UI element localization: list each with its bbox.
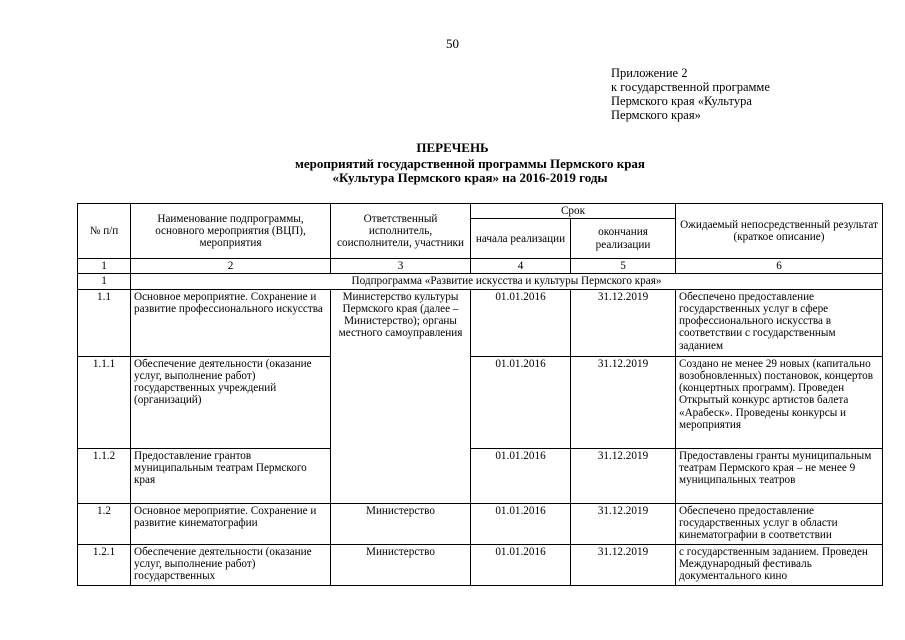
row-result: Обеспечено предоставление государственных услуг в сфере профессионального искусства в соответствии с государственным заданием bbox=[676, 289, 883, 356]
subprogram-num: 1 bbox=[78, 274, 131, 289]
row-executor: Министерство bbox=[331, 503, 471, 544]
table-row bbox=[78, 503, 883, 544]
column-number: 4 bbox=[471, 259, 571, 274]
document-subtitle bbox=[150, 157, 790, 185]
page-number: 50 bbox=[446, 36, 459, 51]
row-name: Основное мероприятие. Сохранение и развитие кинематографии bbox=[131, 503, 331, 544]
column-number: 2 bbox=[131, 259, 331, 274]
appendix-line: Пермского края «Культура bbox=[611, 94, 752, 108]
row-end: 31.12.2019 bbox=[571, 544, 676, 585]
row-end: 31.12.2019 bbox=[571, 289, 676, 356]
column-number: 6 bbox=[676, 259, 883, 274]
row-start: 01.01.2016 bbox=[471, 356, 571, 448]
header-num: № п/п bbox=[78, 204, 131, 259]
row-end: 31.12.2019 bbox=[571, 503, 676, 544]
header-name: Наименование подпрограммы, основного мероприятия (ВЦП), мероприятия bbox=[131, 204, 331, 259]
row-name: Обеспечение деятельности (оказание услуг, выполнение работ) государственных bbox=[131, 544, 331, 585]
row-name: Обеспечение деятельности (оказание услуг, выполнение работ) государственных учреждений (организаций) bbox=[131, 356, 331, 448]
column-number: 5 bbox=[571, 259, 676, 274]
subprogram-row bbox=[78, 274, 883, 289]
activities-table bbox=[77, 203, 883, 586]
subprogram-title: Подпрограмма «Развитие искусства и культуры Пермского края» bbox=[131, 274, 883, 289]
table-row bbox=[78, 544, 883, 585]
header-start: начала реализации bbox=[471, 219, 571, 259]
row-name: Основное мероприятие. Сохранение и развитие профессионального искусства bbox=[131, 289, 331, 356]
row-num: 1.2 bbox=[78, 503, 131, 544]
document-title: ПЕРЕЧЕНЬ bbox=[416, 140, 489, 155]
appendix-line: к государственной программе bbox=[611, 80, 770, 94]
table-row bbox=[78, 448, 883, 503]
row-executor: Министерство культуры Пермского края (далее – Министерство); органы местного самоуправления bbox=[331, 289, 471, 503]
row-start: 01.01.2016 bbox=[471, 544, 571, 585]
subtitle-line: мероприятий государственной программы Пермского края bbox=[295, 156, 645, 171]
row-start: 01.01.2016 bbox=[471, 503, 571, 544]
row-name: Предоставление грантов муниципальным театрам Пермского края bbox=[131, 448, 331, 503]
table-header-row bbox=[78, 204, 883, 219]
row-result: Предоставлены гранты муниципальным театрам Пермского края – не менее 9 муниципальных театров bbox=[676, 448, 883, 503]
row-result: с государственным заданием. Проведен Международный фестиваль документального кино bbox=[676, 544, 883, 585]
header-result: Ожидаемый непосредственный результат (краткое описание) bbox=[676, 204, 883, 259]
header-executor: Ответственный исполнитель, соисполнители, участники bbox=[331, 204, 471, 259]
appendix-line: Приложение 2 bbox=[611, 66, 688, 80]
row-end: 31.12.2019 bbox=[571, 448, 676, 503]
column-number: 3 bbox=[331, 259, 471, 274]
appendix-note bbox=[611, 66, 770, 122]
subtitle-line: «Культура Пермского края» на 2016-2019 годы bbox=[332, 170, 608, 185]
column-number: 1 bbox=[78, 259, 131, 274]
table-row bbox=[78, 289, 883, 356]
row-executor: Министерство bbox=[331, 544, 471, 585]
row-end: 31.12.2019 bbox=[571, 356, 676, 448]
appendix-line: Пермского края» bbox=[611, 108, 701, 122]
row-result: Создано не менее 29 новых (капитально возобновленных) постановок, концертов (концертных программ). Проведен Открытый конкурс артистов балета «Арабеск». Проведены конкурсы и мероприятия bbox=[676, 356, 883, 448]
row-num: 1.1.2 bbox=[78, 448, 131, 503]
header-end: окончания реализации bbox=[571, 219, 676, 259]
row-start: 01.01.2016 bbox=[471, 289, 571, 356]
row-num: 1.2.1 bbox=[78, 544, 131, 585]
row-start: 01.01.2016 bbox=[471, 448, 571, 503]
column-number-row bbox=[78, 259, 883, 274]
row-num: 1.1.1 bbox=[78, 356, 131, 448]
table-row bbox=[78, 356, 883, 448]
row-num: 1.1 bbox=[78, 289, 131, 356]
row-result: Обеспечено предоставление государственных услуг в области кинематографии в соответствии bbox=[676, 503, 883, 544]
header-term: Срок bbox=[471, 204, 676, 219]
